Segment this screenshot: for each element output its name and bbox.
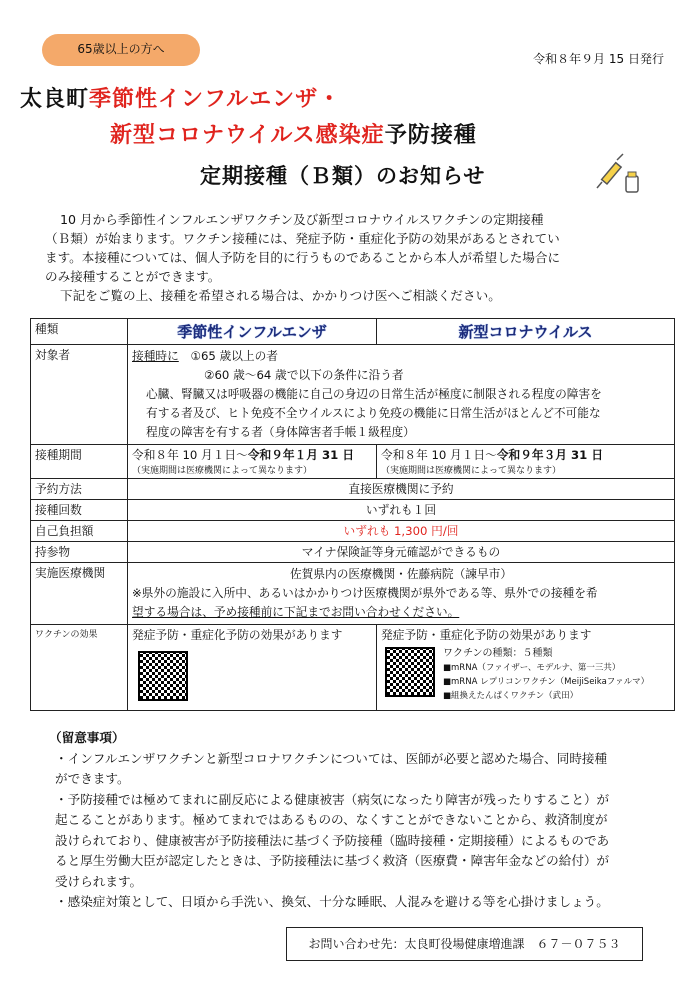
- period-flu-end: 令和９年１月 31 日: [247, 448, 355, 462]
- cell-period-flu: [128, 445, 377, 479]
- target-age-65: ①65 歳以上の者: [190, 349, 278, 363]
- cell-period-label: 接種期間: [31, 445, 128, 479]
- period-note: （実施期間は医療機関によって異なります）: [381, 466, 562, 476]
- title-covid: 新型コロナウイルス感染症: [110, 123, 385, 148]
- vaccination-table: [30, 318, 675, 711]
- cell-effect-label: ワクチンの効果: [31, 625, 128, 711]
- period-flu-start: 令和８年 10 月１日～: [132, 448, 248, 462]
- audience-badge: 65歳以上の方へ: [42, 34, 200, 66]
- title-line-2: [110, 118, 477, 149]
- cell-bring: マイナ保険証等身元確認ができるもの: [128, 542, 675, 563]
- column-covid-heading: 新型コロナウイルス: [377, 319, 675, 345]
- intro-line: のみ接種することができます。: [45, 269, 221, 284]
- title-town: 太良町: [20, 87, 90, 112]
- note-line: ・予防接種では極めてまれに副反応による健康被害（病気になったり障害が残ったりすること）が: [55, 791, 610, 807]
- period-note: （実施期間は医療機関によって異なります）: [132, 466, 313, 476]
- cell-kind-label: 種類: [31, 319, 128, 345]
- vaccine-item: ■mRNA レプリコンワクチン（MeijiSeikaファルマ）: [443, 677, 650, 687]
- column-flu-heading: 季節性インフルエンザ: [128, 319, 377, 345]
- table-row: [31, 563, 675, 625]
- table-row: [31, 479, 675, 500]
- table-row: [31, 521, 675, 542]
- intro-line: 10 月から季節性インフルエンザワクチン及び新型コロナウイルスワクチンの定期接種: [60, 212, 544, 227]
- table-row: [31, 345, 675, 445]
- intro-line: 下記をご覧の上、接種を希望される場合は、かかりつけ医へご相談ください。: [60, 288, 501, 303]
- cell-effect-flu: [128, 625, 377, 711]
- cell-institution-label: 実施医療機関: [31, 563, 128, 625]
- institution-main: 佐賀県内の医療機関・佐藤病院（諫早市）: [289, 567, 513, 581]
- table-row: [31, 500, 675, 521]
- note-line: ると厚生労働大臣が認定したときは、予防接種法に基づく救済（医療費・障害年金などの給付）が: [55, 853, 610, 868]
- institution-note: 望する場合は、予め接種前に下記までお問い合わせください。: [132, 605, 460, 619]
- title-line-1: [20, 82, 341, 113]
- title-line-3: 定期接種（Ｂ類）のお知らせ: [200, 164, 486, 188]
- vaccine-types: ワクチンの種類：５種類: [443, 648, 553, 659]
- cell-fee-label: 自己負担額: [31, 521, 128, 542]
- qr-code-icon[interactable]: [385, 647, 435, 697]
- effect-flu: 発症予防・重症化予防の効果があります: [132, 628, 343, 642]
- cell-target: [128, 345, 675, 445]
- cell-count-label: 接種回数: [31, 500, 128, 521]
- institution-note: ※県外の施設に入所中、あるいはかかりつけ医療機関が県外である等、県外での接種を希: [132, 586, 598, 600]
- note-line: 起こることがあります。極めてまれではあるものの、なくすことができないことから、救済制度が: [55, 812, 608, 827]
- issue-date: 令和８年９月 15 日発行: [533, 52, 664, 66]
- intro-text: [45, 210, 680, 305]
- cell-bring-label: 持参物: [31, 542, 128, 563]
- target-condition: 程度の障害を有する者（身体障害者手帳１級程度）: [146, 425, 415, 439]
- qr-code-icon[interactable]: [138, 651, 188, 701]
- target-condition: 心臓、腎臓又は呼吸器の機能に自己の身辺の日常生活が極度に制限される程度の障害を: [146, 387, 602, 401]
- note-line: ・感染症対策として、日頃から手洗い、換気、十分な睡眠、人混みを避ける等を心掛けましょう。: [55, 894, 609, 909]
- syringe-icon: [592, 152, 642, 196]
- period-covid-start: 令和８年 10 月１日～: [381, 448, 497, 462]
- intro-line: ます。本接種については、個人予防を目的に行うものであることから本人が希望した場合に: [45, 250, 561, 265]
- note-line: ができます。: [55, 771, 130, 786]
- cell-count: いずれも１回: [128, 500, 675, 521]
- period-covid-end: 令和９年３月 31 日: [496, 448, 604, 462]
- note-line: 設けられており、健康被害が予防接種法に基づく予防接種（臨時接種・定期接種）によるものであ: [55, 832, 610, 848]
- notes-heading: （留意事項）: [49, 730, 125, 745]
- notes-section: [49, 728, 680, 913]
- cell-fee: いずれも 1,300 円/回: [128, 521, 675, 542]
- vaccine-item: ■組換えたんぱくワクチン（武田）: [443, 691, 579, 701]
- note-line: 受けられます。: [55, 873, 143, 889]
- note-line: ・インフルエンザワクチンと新型コロナワクチンについては、医師が必要と認めた場合、同時接種: [55, 750, 608, 766]
- target-age-60: ②60 歳～64 歳で以下の条件に沿う者: [204, 368, 404, 382]
- target-timing: 接種時に: [132, 349, 179, 363]
- title-vaccination: 予防接種: [384, 123, 477, 148]
- title-flu: 季節性インフルエンザ・: [89, 87, 342, 112]
- table-row: [31, 319, 675, 345]
- table-row: [31, 542, 675, 563]
- table-row: [31, 445, 675, 479]
- intro-line: （Ｂ類）が始まります。ワクチン接種には、発症予防・重症化予防の効果があるとされてい: [45, 231, 560, 246]
- cell-booking-label: 予約方法: [31, 479, 128, 500]
- cell-institution: [128, 563, 675, 625]
- cell-period-covid: [377, 445, 675, 479]
- vaccine-item: ■mRNA（ファイザー、モデルナ、第一三共）: [443, 663, 621, 673]
- cell-target-label: 対象者: [31, 345, 128, 445]
- effect-covid: 発症予防・重症化予防の効果があります: [381, 628, 592, 642]
- cell-effect-covid: [377, 625, 675, 711]
- table-row: [31, 625, 675, 711]
- contact-box: お問い合わせ先：太良町役場健康増進課 ６７－０７５３: [286, 927, 643, 961]
- target-condition: 有する者及び、ヒト免疫不全ウイルスにより免疫の機能に日常生活がほとんど不可能な: [146, 406, 601, 420]
- cell-booking: 直接医療機関に予約: [128, 479, 675, 500]
